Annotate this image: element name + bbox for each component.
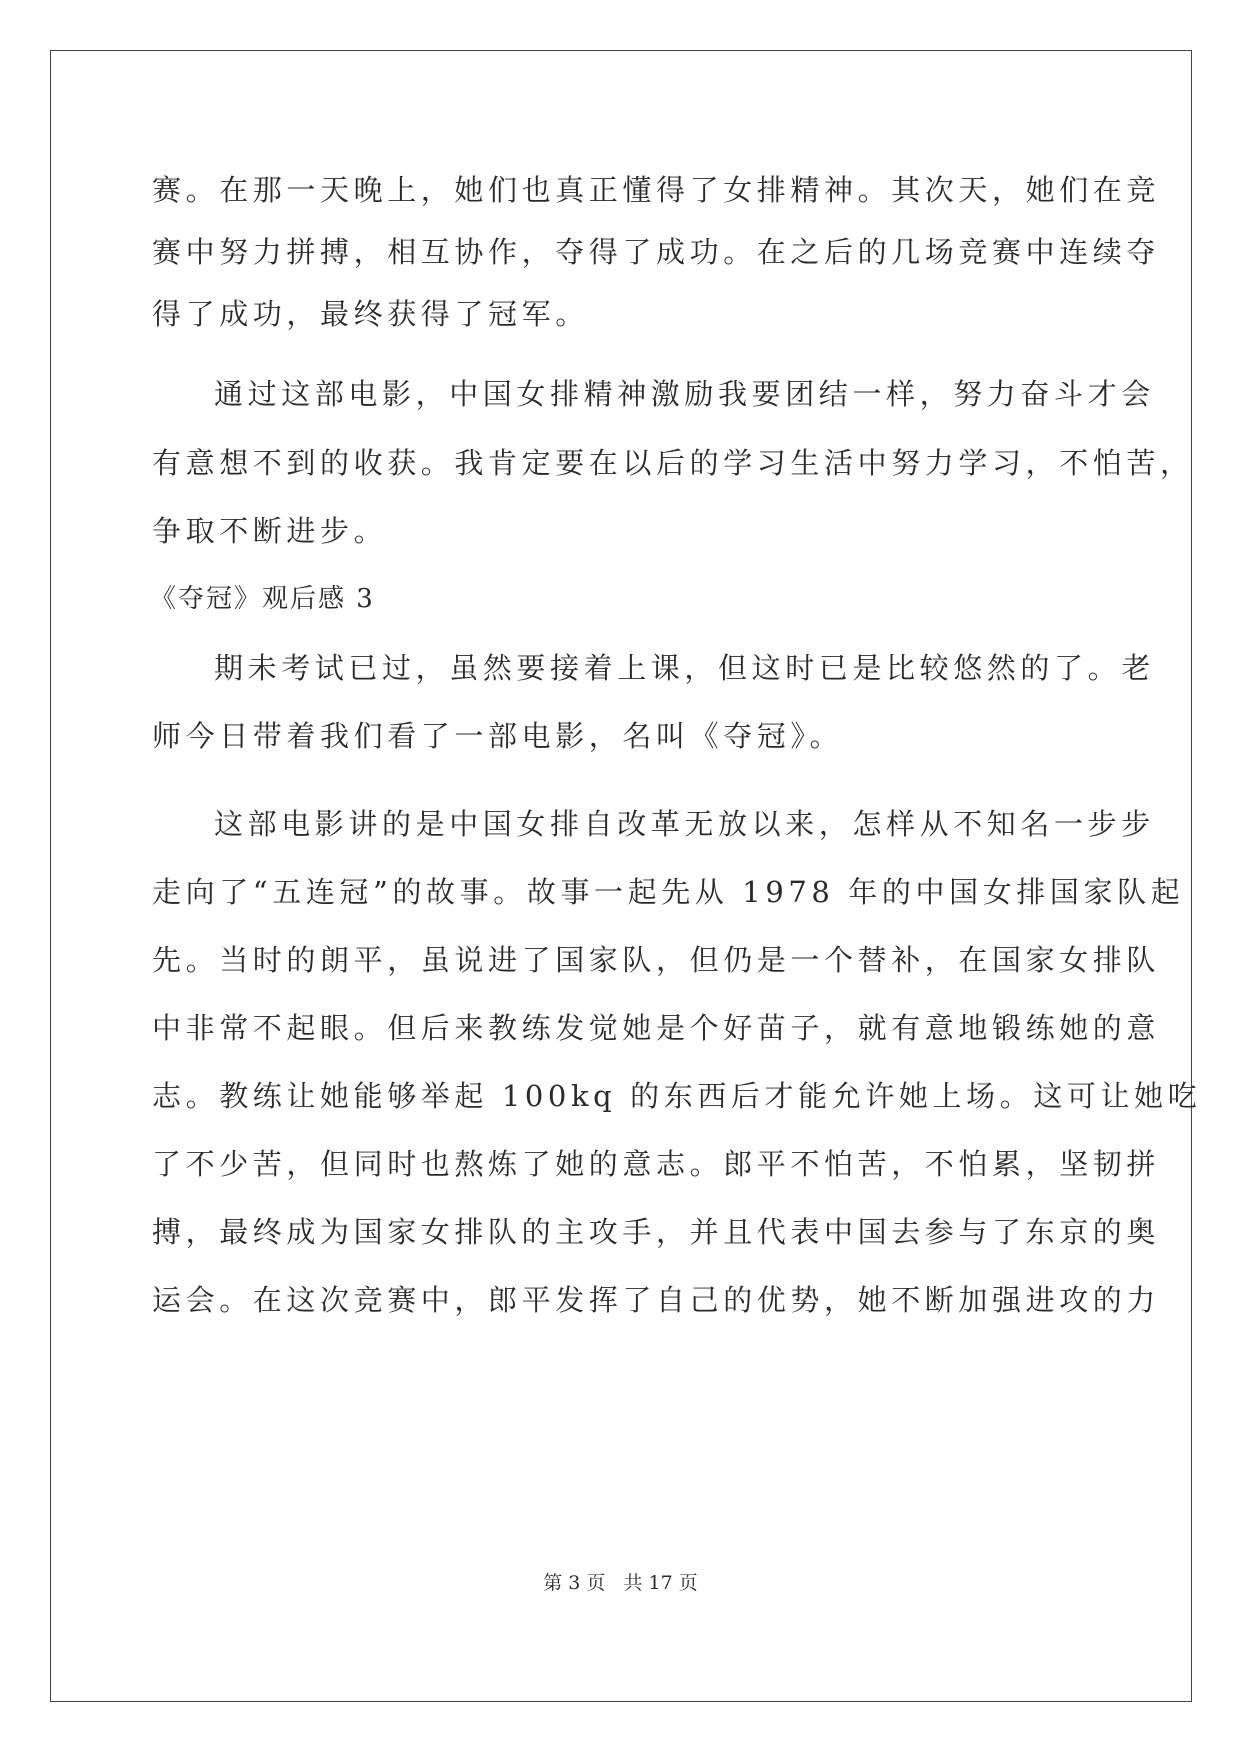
paragraph-start-line: 这部电影讲的是中国女排自改革无放以来，怎样从不知名一步步: [214, 807, 1155, 841]
body-text-line: 有意想不到的收获。我肯定要在以后的学习生活中努力学习，不怕苦，: [152, 446, 1194, 480]
body-text-line: 搏，最终成为国家女排队的主攻手，并且代表中国去参与了东京的奥: [152, 1215, 1161, 1249]
body-text-line: 争取不断进步。: [152, 514, 388, 548]
page-number-footer: 第 3 页 共 17 页: [543, 1572, 698, 1594]
body-text-line: 得了成功，最终获得了冠军。: [152, 297, 589, 331]
body-text-line: 中非常不起眼。但后来教练发觉她是个好苗子，就有意地锻练她的意: [152, 1011, 1161, 1045]
body-text-line: 师今日带着我们看了一部电影，名叫《夺冠》。: [152, 719, 844, 753]
body-text-line: 赛中努力拼搏，相互协作，夺得了成功。在之后的几场竞赛中连续夺: [152, 235, 1161, 269]
body-text-line: 志。教练让她能够举起 100kq 的东西后才能允许她上场。这可让她吃: [152, 1079, 1202, 1113]
body-text-line: 运会。在这次竞赛中，郎平发挥了自己的优势，她不断加强进攻的力: [152, 1283, 1161, 1317]
section-heading: 《夺冠》观后感 3: [150, 584, 375, 614]
body-text-line: 赛。在那一天晚上，她们也真正懂得了女排精神。其次天，她们在竞: [152, 173, 1161, 207]
paragraph-start-line: 通过这部电影，中国女排精神激励我要团结一样，努力奋斗才会: [214, 377, 1155, 411]
body-text-line: 了不少苦，但同时也熬炼了她的意志。郎平不怕苦，不怕累，坚韧拼: [152, 1147, 1161, 1181]
body-text-line: 走向了“五连冠”的故事。故事一起先从 1978 年的中国女排国家队起: [152, 875, 1185, 909]
paragraph-start-line: 期未考试已过，虽然要接着上课，但这时已是比较悠然的了。老: [214, 651, 1155, 685]
body-text-line: 先。当时的朗平，虽说进了国家队，但仍是一个替补，在国家女排队: [152, 943, 1161, 977]
